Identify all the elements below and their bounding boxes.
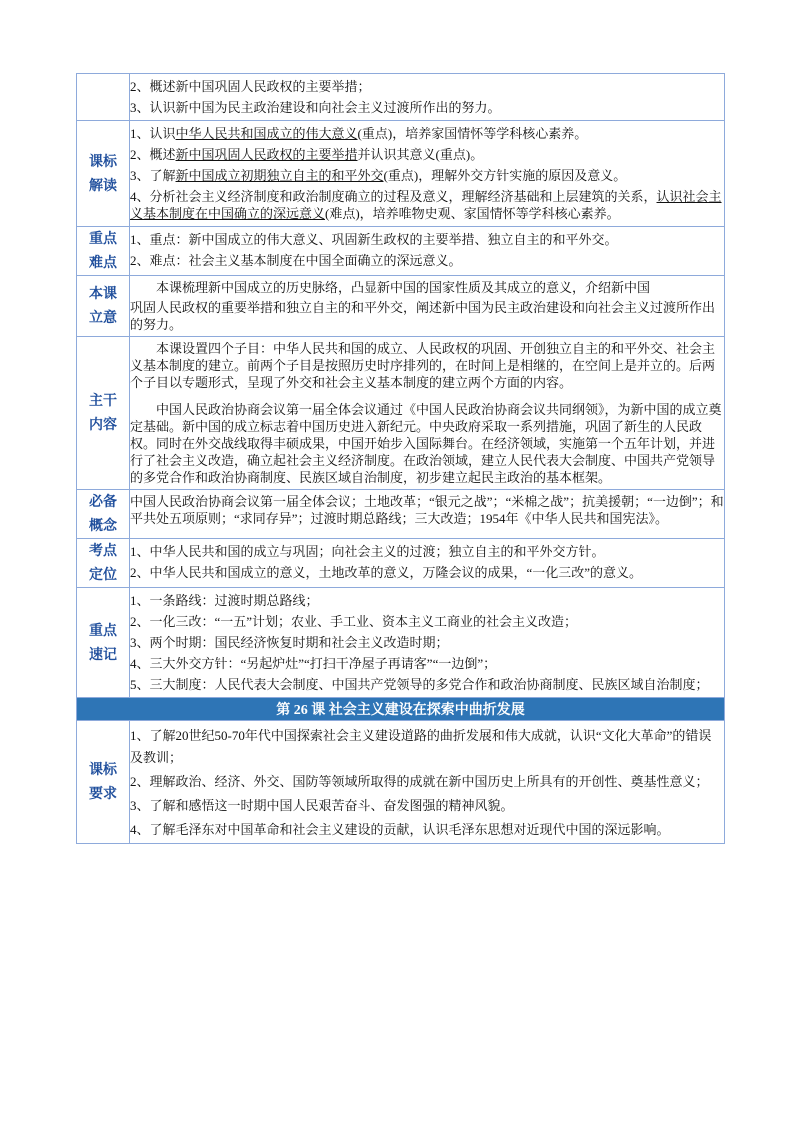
row-content — [130, 721, 725, 844]
row-label-line: 重点 — [89, 231, 117, 247]
list-item: 4、三大外交方针：“另起炉灶”“打扫干净屋子再请客”“一边倒”； — [130, 656, 497, 671]
row-label-line: 重点 — [89, 622, 117, 639]
table-row — [77, 721, 725, 844]
table-row — [77, 74, 725, 121]
list-item: 1、了解20世纪50-70年代中国探索社会主义建设道路的曲折发展和伟大成就，认识“文化大革命”的错误及教训； — [130, 728, 712, 765]
row-label — [77, 227, 130, 276]
row-label — [77, 337, 130, 490]
row-content — [130, 74, 725, 121]
paragraph: 中国人民政治协商会议第一届全体会议；土地改革；“银元之战”；“米棉之战”；抗美援朝；“一边倒”；和平共处五项原则；“求同存异”；过渡时期总路线；三大改造；1954年《中华人民共和国宪法》。 — [130, 494, 724, 526]
row-label — [77, 276, 130, 337]
list-item: 4、分析社会主义经济制度和政治制度确立的过程及意义，理解经济基础和上层建筑的关系，认识社会主义基本制度在中国确立的深远意义(难点)，培养唯物史观、家国情怀等学科核心素养。 — [130, 189, 722, 221]
row-content — [130, 227, 725, 276]
row-label-line: 主干 — [89, 393, 117, 409]
list-item: 3、认识新中国为民主政治建设和向社会主义过渡所作出的努力。 — [130, 100, 501, 115]
list-item: 3、了解新中国成立初期独立自主的和平外交(重点)，理解外交方针实施的原因及意义。 — [130, 168, 627, 183]
list-item: 2、难点：社会主义基本制度在中国全面确立的深远意义。 — [130, 253, 462, 268]
list-item: 1、重点：新中国成立的伟大意义、巩固新生政权的主要举措、独立自主的和平外交。 — [130, 232, 618, 247]
table-row — [77, 227, 725, 276]
row-label-line: 解读 — [89, 177, 117, 194]
list-item: 5、三大制度：人民代表大会制度、中国共产党领导的多党合作和政治协商制度、民族区域自治制度； — [130, 677, 709, 692]
paragraph: 巩固人民政权的重要举措和独立自主的和平外交，阐述新中国为民主政治建设和向社会主义过渡所作出的努力。 — [130, 300, 716, 332]
row-label-line: 课标 — [89, 762, 117, 778]
row-label-line: 要求 — [89, 786, 117, 802]
row-label — [77, 121, 130, 227]
row-label — [77, 539, 130, 588]
row-label-line: 难点 — [89, 255, 117, 271]
list-item: 2、概述新中国巩固人民政权的主要举措并认识其意义(重点)。 — [130, 147, 484, 162]
table-row — [77, 698, 725, 721]
row-label-line: 立意 — [89, 310, 117, 326]
lesson-banner: 第 26 课 社会主义建设在探索中曲折发展 — [77, 698, 725, 721]
row-label-line: 概念 — [89, 518, 117, 534]
list-item: 1、一条路线：过渡时期总路线； — [130, 593, 319, 608]
table-row — [77, 121, 725, 227]
row-label-line: 定位 — [89, 567, 117, 583]
row-label-empty — [77, 74, 130, 121]
list-item: 2、一化三改：“一五”计划；农业、手工业、资本主义工商业的社会主义改造； — [130, 614, 578, 629]
row-label-line: 内容 — [89, 417, 117, 433]
table-row — [77, 337, 725, 490]
row-label-line: 速记 — [89, 646, 117, 663]
row-label-line: 考点 — [89, 543, 117, 559]
list-item: 1、认识中华人民共和国成立的伟大意义(重点)，培养家国情怀等学科核心素养。 — [130, 126, 588, 141]
row-content — [130, 337, 725, 490]
list-item: 2、中华人民共和国成立的意义，土地改革的意义，万隆会议的成果，“一化三改”的意义。 — [130, 565, 643, 580]
lesson-table — [76, 73, 725, 844]
row-content — [130, 539, 725, 588]
table-row — [77, 539, 725, 588]
table-row — [77, 276, 725, 337]
row-label-line: 本课 — [89, 286, 117, 302]
row-label — [77, 490, 130, 539]
row-label-line: 课标 — [89, 153, 117, 170]
list-item: 3、了解和感悟这一时期中国人民艰苦奋斗、奋发图强的精神风貌。 — [130, 798, 514, 813]
list-item: 2、概述新中国巩固人民政权的主要举措； — [130, 79, 371, 94]
paragraph: 中国人民政治协商会议第一届全体会议通过《中国人民政治协商会议共同纲领》，为新中国的成立奠定基础。新中国的成立标志着中国历史进入新纪元。中央政府采取一系列措施，巩固了新生的人民政权。同时在外交战线取得丰硕成果，中国开始步入国际舞台。在经济领域，实施第一个五年计划，并进行了社会主义改造，确立起社会主义经济制度。在政治领域，建立人民代表大会制度、中国共产党领导的多党合作和政治协商制度、民族区域自治制度，初步建立起民主政治的基本框架。 — [130, 402, 722, 485]
row-label — [77, 721, 130, 844]
paragraph: 本课梳理新中国成立的历史脉络，凸显新中国的国家性质及其成立的意义，介绍新中国 — [156, 280, 651, 295]
row-content — [130, 490, 725, 539]
row-content — [130, 588, 725, 698]
list-item: 2、理解政治、经济、外交、国防等领域所取得的成就在新中国历史上所具有的开创性、奠基性意义； — [130, 774, 709, 789]
row-label-line: 必备 — [89, 494, 117, 510]
list-item: 1、中华人民共和国的成立与巩固；向社会主义的过渡；独立自主的和平外交方针。 — [130, 544, 605, 559]
table-row — [77, 588, 725, 698]
list-item: 4、了解毛泽东对中国革命和社会主义建设的贡献，认识毛泽东思想对近现代中国的深远影响。 — [130, 822, 670, 837]
row-content — [130, 121, 725, 227]
table-row — [77, 490, 725, 539]
paragraph: 本课设置四个子目：中华人民共和国的成立、人民政权的巩固、开创独立自主的和平外交、社会主义基本制度的建立。前两个子目是按照历史时序排列的，在时间上是相继的，在空间上是并立的。后两个子目以专题形式，呈现了外交和社会主义基本制度的建立两个方面的内容。 — [130, 341, 716, 390]
row-content — [130, 276, 725, 337]
row-label — [77, 588, 130, 698]
list-item: 3、两个时期：国民经济恢复时期和社会主义改造时期； — [130, 635, 449, 650]
